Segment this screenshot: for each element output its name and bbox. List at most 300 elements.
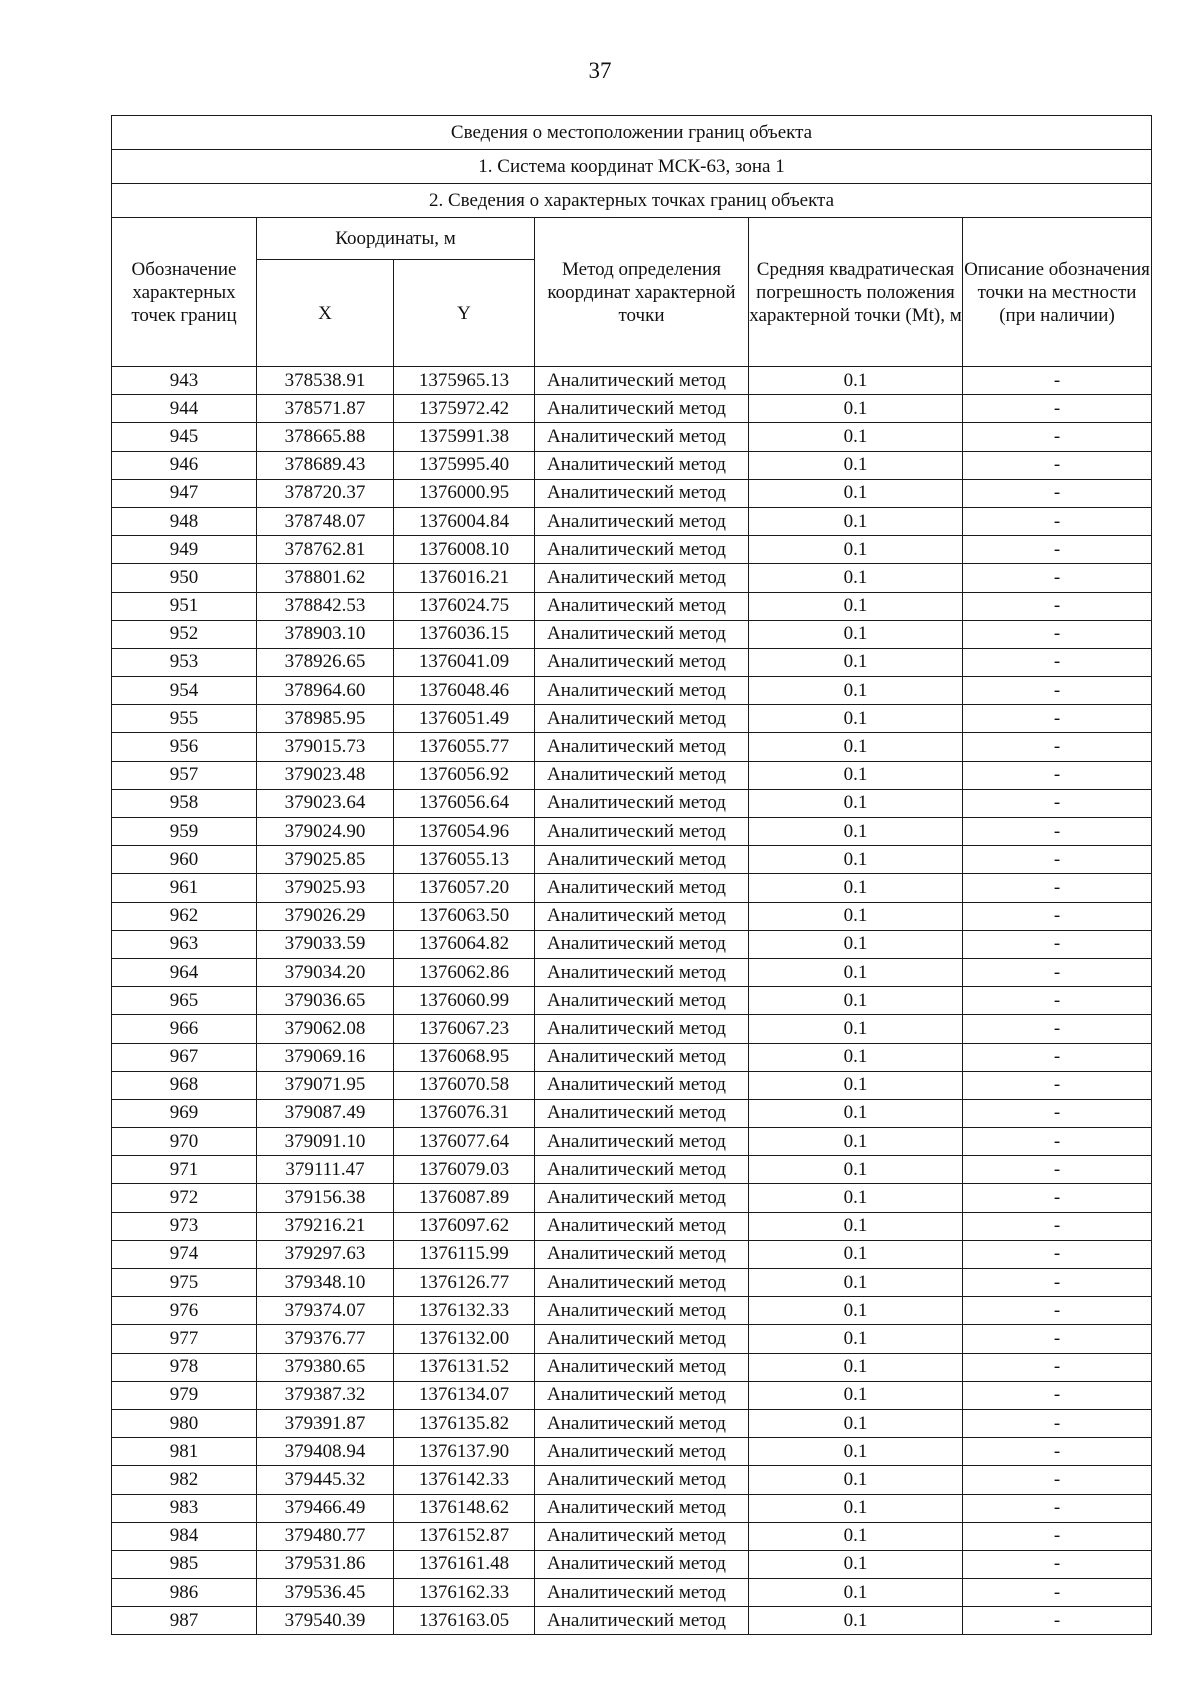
cell-accuracy: 0.1 <box>749 1466 963 1494</box>
cell-accuracy: 0.1 <box>749 1212 963 1240</box>
cell-accuracy: 0.1 <box>749 1099 963 1127</box>
cell-y: 1376152.87 <box>394 1522 535 1550</box>
cell-point: 966 <box>112 1015 257 1043</box>
table-row <box>112 1409 1152 1437</box>
cell-y: 1376115.99 <box>394 1240 535 1268</box>
cell-y: 1376004.84 <box>394 507 535 535</box>
cell-accuracy: 0.1 <box>749 1522 963 1550</box>
cell-method: Аналитический метод <box>535 648 749 676</box>
cell-x: 379023.64 <box>257 789 394 817</box>
cell-x: 378762.81 <box>257 536 394 564</box>
cell-method: Аналитический метод <box>535 1353 749 1381</box>
cell-description: - <box>963 1522 1152 1550</box>
cell-accuracy: 0.1 <box>749 705 963 733</box>
table-row <box>112 1156 1152 1184</box>
cell-description: - <box>963 620 1152 648</box>
cell-y: 1375991.38 <box>394 423 535 451</box>
cell-y: 1376057.20 <box>394 874 535 902</box>
cell-x: 379374.07 <box>257 1297 394 1325</box>
cell-accuracy: 0.1 <box>749 677 963 705</box>
cell-description: - <box>963 1184 1152 1212</box>
cell-description: - <box>963 1494 1152 1522</box>
cell-x: 379540.39 <box>257 1607 394 1635</box>
cell-accuracy: 0.1 <box>749 1494 963 1522</box>
cell-x: 379024.90 <box>257 818 394 846</box>
cell-description: - <box>963 648 1152 676</box>
cell-method: Аналитический метод <box>535 620 749 648</box>
table-row <box>112 1015 1152 1043</box>
cell-x: 379348.10 <box>257 1269 394 1297</box>
cell-method: Аналитический метод <box>535 1015 749 1043</box>
cell-accuracy: 0.1 <box>749 902 963 930</box>
cell-point: 986 <box>112 1579 257 1607</box>
cell-accuracy: 0.1 <box>749 874 963 902</box>
cell-method: Аналитический метод <box>535 479 749 507</box>
cell-point: 969 <box>112 1099 257 1127</box>
cell-x: 378571.87 <box>257 395 394 423</box>
cell-y: 1376135.82 <box>394 1409 535 1437</box>
coordinate-system-row <box>112 150 1152 184</box>
table-row <box>112 1212 1152 1240</box>
cell-description: - <box>963 1212 1152 1240</box>
cell-description: - <box>963 1043 1152 1071</box>
table-row <box>112 1607 1152 1635</box>
cell-x: 379156.38 <box>257 1184 394 1212</box>
cell-description: - <box>963 395 1152 423</box>
cell-description: - <box>963 564 1152 592</box>
cell-x: 379380.65 <box>257 1353 394 1381</box>
cell-description: - <box>963 958 1152 986</box>
cell-accuracy: 0.1 <box>749 1043 963 1071</box>
cell-description: - <box>963 1297 1152 1325</box>
cell-method: Аналитический метод <box>535 592 749 620</box>
header-x: X <box>257 260 394 367</box>
cell-point: 946 <box>112 451 257 479</box>
table-row <box>112 1466 1152 1494</box>
cell-method: Аналитический метод <box>535 846 749 874</box>
cell-point: 970 <box>112 1128 257 1156</box>
cell-method: Аналитический метод <box>535 874 749 902</box>
header-point: Обозначение характерных точек границ <box>112 218 257 367</box>
cell-description: - <box>963 1466 1152 1494</box>
table-title-row <box>112 116 1152 150</box>
cell-accuracy: 0.1 <box>749 1353 963 1381</box>
table-row <box>112 874 1152 902</box>
cell-description: - <box>963 1438 1152 1466</box>
cell-method: Аналитический метод <box>535 1522 749 1550</box>
cell-y: 1376054.96 <box>394 818 535 846</box>
cell-y: 1375995.40 <box>394 451 535 479</box>
table-row <box>112 423 1152 451</box>
cell-method: Аналитический метод <box>535 1156 749 1184</box>
cell-point: 972 <box>112 1184 257 1212</box>
cell-point: 981 <box>112 1438 257 1466</box>
cell-accuracy: 0.1 <box>749 367 963 395</box>
cell-accuracy: 0.1 <box>749 620 963 648</box>
cell-point: 985 <box>112 1550 257 1578</box>
cell-y: 1376126.77 <box>394 1269 535 1297</box>
cell-point: 974 <box>112 1240 257 1268</box>
cell-point: 951 <box>112 592 257 620</box>
cell-x: 379087.49 <box>257 1099 394 1127</box>
cell-point: 964 <box>112 958 257 986</box>
cell-point: 956 <box>112 733 257 761</box>
section-title-row <box>112 184 1152 218</box>
cell-x: 379034.20 <box>257 958 394 986</box>
cell-point: 973 <box>112 1212 257 1240</box>
cell-method: Аналитический метод <box>535 1325 749 1353</box>
cell-description: - <box>963 451 1152 479</box>
cell-x: 379023.48 <box>257 761 394 789</box>
cell-accuracy: 0.1 <box>749 733 963 761</box>
cell-accuracy: 0.1 <box>749 789 963 817</box>
cell-method: Аналитический метод <box>535 423 749 451</box>
cell-description: - <box>963 592 1152 620</box>
cell-method: Аналитический метод <box>535 1550 749 1578</box>
cell-accuracy: 0.1 <box>749 818 963 846</box>
table-row <box>112 733 1152 761</box>
cell-x: 379071.95 <box>257 1071 394 1099</box>
cell-method: Аналитический метод <box>535 1438 749 1466</box>
cell-description: - <box>963 1325 1152 1353</box>
cell-method: Аналитический метод <box>535 1240 749 1268</box>
cell-point: 963 <box>112 930 257 958</box>
header-row-top <box>112 218 1152 260</box>
table-row <box>112 1494 1152 1522</box>
cell-point: 950 <box>112 564 257 592</box>
table-row <box>112 479 1152 507</box>
cell-method: Аналитический метод <box>535 705 749 733</box>
cell-point: 984 <box>112 1522 257 1550</box>
cell-method: Аналитический метод <box>535 1184 749 1212</box>
cell-y: 1376162.33 <box>394 1579 535 1607</box>
cell-method: Аналитический метод <box>535 536 749 564</box>
cell-method: Аналитический метод <box>535 1466 749 1494</box>
header-description: Описание обозначения точки на местности (при наличии) <box>963 218 1152 367</box>
table-row <box>112 1297 1152 1325</box>
cell-description: - <box>963 1156 1152 1184</box>
cell-x: 379391.87 <box>257 1409 394 1437</box>
cell-accuracy: 0.1 <box>749 1297 963 1325</box>
cell-accuracy: 0.1 <box>749 1607 963 1635</box>
cell-accuracy: 0.1 <box>749 1240 963 1268</box>
table-row <box>112 1325 1152 1353</box>
cell-method: Аналитический метод <box>535 395 749 423</box>
cell-y: 1376048.46 <box>394 677 535 705</box>
cell-y: 1376076.31 <box>394 1099 535 1127</box>
cell-method: Аналитический метод <box>535 677 749 705</box>
cell-description: - <box>963 902 1152 930</box>
coordinate-system: 1. Система координат МСК-63, зона 1 <box>112 150 1152 184</box>
cell-y: 1376132.33 <box>394 1297 535 1325</box>
table-row <box>112 648 1152 676</box>
cell-accuracy: 0.1 <box>749 987 963 1015</box>
cell-point: 957 <box>112 761 257 789</box>
table-row <box>112 818 1152 846</box>
table-row <box>112 1240 1152 1268</box>
cell-method: Аналитический метод <box>535 761 749 789</box>
cell-description: - <box>963 536 1152 564</box>
cell-y: 1376062.86 <box>394 958 535 986</box>
cell-description: - <box>963 789 1152 817</box>
cell-y: 1376097.62 <box>394 1212 535 1240</box>
table-body <box>112 367 1152 1635</box>
cell-accuracy: 0.1 <box>749 536 963 564</box>
cell-point: 953 <box>112 648 257 676</box>
cell-y: 1375965.13 <box>394 367 535 395</box>
cell-y: 1376016.21 <box>394 564 535 592</box>
cell-y: 1376142.33 <box>394 1466 535 1494</box>
table-row <box>112 507 1152 535</box>
cell-description: - <box>963 1099 1152 1127</box>
cell-accuracy: 0.1 <box>749 761 963 789</box>
cell-description: - <box>963 1269 1152 1297</box>
cell-description: - <box>963 1579 1152 1607</box>
cell-x: 379466.49 <box>257 1494 394 1522</box>
cell-y: 1376051.49 <box>394 705 535 733</box>
cell-point: 949 <box>112 536 257 564</box>
cell-y: 1376070.58 <box>394 1071 535 1099</box>
boundary-points-table <box>111 115 1152 1635</box>
cell-accuracy: 0.1 <box>749 423 963 451</box>
cell-y: 1376067.23 <box>394 1015 535 1043</box>
cell-x: 379536.45 <box>257 1579 394 1607</box>
cell-point: 944 <box>112 395 257 423</box>
cell-y: 1376055.13 <box>394 846 535 874</box>
cell-description: - <box>963 1381 1152 1409</box>
cell-description: - <box>963 733 1152 761</box>
cell-x: 379025.93 <box>257 874 394 902</box>
table-row <box>112 1043 1152 1071</box>
cell-point: 977 <box>112 1325 257 1353</box>
cell-description: - <box>963 1071 1152 1099</box>
cell-x: 379069.16 <box>257 1043 394 1071</box>
cell-x: 378748.07 <box>257 507 394 535</box>
cell-y: 1376000.95 <box>394 479 535 507</box>
cell-method: Аналитический метод <box>535 367 749 395</box>
cell-x: 378689.43 <box>257 451 394 479</box>
table-row <box>112 1099 1152 1127</box>
cell-point: 962 <box>112 902 257 930</box>
cell-accuracy: 0.1 <box>749 1550 963 1578</box>
table-row <box>112 761 1152 789</box>
table-title: Сведения о местоположении границ объекта <box>112 116 1152 150</box>
cell-method: Аналитический метод <box>535 1409 749 1437</box>
cell-point: 965 <box>112 987 257 1015</box>
cell-x: 379033.59 <box>257 930 394 958</box>
table-row <box>112 1550 1152 1578</box>
cell-accuracy: 0.1 <box>749 1184 963 1212</box>
cell-y: 1376163.05 <box>394 1607 535 1635</box>
cell-y: 1376079.03 <box>394 1156 535 1184</box>
cell-method: Аналитический метод <box>535 902 749 930</box>
cell-description: - <box>963 479 1152 507</box>
cell-x: 378964.60 <box>257 677 394 705</box>
table-row <box>112 1381 1152 1409</box>
cell-accuracy: 0.1 <box>749 958 963 986</box>
table-row <box>112 930 1152 958</box>
cell-method: Аналитический метод <box>535 1579 749 1607</box>
cell-x: 378801.62 <box>257 564 394 592</box>
cell-accuracy: 0.1 <box>749 1409 963 1437</box>
cell-description: - <box>963 874 1152 902</box>
cell-method: Аналитический метод <box>535 987 749 1015</box>
cell-y: 1376055.77 <box>394 733 535 761</box>
table-row <box>112 987 1152 1015</box>
cell-description: - <box>963 1607 1152 1635</box>
cell-accuracy: 0.1 <box>749 1015 963 1043</box>
cell-y: 1376068.95 <box>394 1043 535 1071</box>
cell-method: Аналитический метод <box>535 507 749 535</box>
cell-method: Аналитический метод <box>535 1607 749 1635</box>
cell-x: 378538.91 <box>257 367 394 395</box>
table-row <box>112 846 1152 874</box>
cell-y: 1376131.52 <box>394 1353 535 1381</box>
header-accuracy: Средняя квадратическая погрешность положения характерной точки (Mt), м <box>749 218 963 367</box>
cell-accuracy: 0.1 <box>749 1128 963 1156</box>
cell-accuracy: 0.1 <box>749 1325 963 1353</box>
cell-point: 948 <box>112 507 257 535</box>
table-row <box>112 1579 1152 1607</box>
cell-point: 943 <box>112 367 257 395</box>
cell-x: 378985.95 <box>257 705 394 733</box>
cell-x: 379297.63 <box>257 1240 394 1268</box>
cell-accuracy: 0.1 <box>749 1071 963 1099</box>
cell-x: 379025.85 <box>257 846 394 874</box>
cell-description: - <box>963 1015 1152 1043</box>
cell-x: 379091.10 <box>257 1128 394 1156</box>
cell-y: 1376041.09 <box>394 648 535 676</box>
cell-description: - <box>963 507 1152 535</box>
table-row <box>112 367 1152 395</box>
cell-y: 1376148.62 <box>394 1494 535 1522</box>
cell-y: 1376132.00 <box>394 1325 535 1353</box>
header-method: Метод определения координат характерной точки <box>535 218 749 367</box>
cell-y: 1376134.07 <box>394 1381 535 1409</box>
cell-point: 979 <box>112 1381 257 1409</box>
cell-point: 958 <box>112 789 257 817</box>
cell-method: Аналитический метод <box>535 958 749 986</box>
cell-y: 1376077.64 <box>394 1128 535 1156</box>
cell-point: 975 <box>112 1269 257 1297</box>
table-row <box>112 1269 1152 1297</box>
cell-x: 379408.94 <box>257 1438 394 1466</box>
cell-x: 379387.32 <box>257 1381 394 1409</box>
table-row <box>112 395 1152 423</box>
cell-accuracy: 0.1 <box>749 1156 963 1184</box>
cell-method: Аналитический метод <box>535 818 749 846</box>
table-row <box>112 958 1152 986</box>
table-row <box>112 1522 1152 1550</box>
cell-method: Аналитический метод <box>535 789 749 817</box>
cell-point: 952 <box>112 620 257 648</box>
cell-y: 1375972.42 <box>394 395 535 423</box>
table-row <box>112 1128 1152 1156</box>
table-row <box>112 705 1152 733</box>
cell-point: 960 <box>112 846 257 874</box>
table-row <box>112 1071 1152 1099</box>
cell-description: - <box>963 367 1152 395</box>
cell-method: Аналитический метод <box>535 1043 749 1071</box>
cell-point: 955 <box>112 705 257 733</box>
section-title: 2. Сведения о характерных точках границ объекта <box>112 184 1152 218</box>
cell-method: Аналитический метод <box>535 451 749 479</box>
cell-x: 379445.32 <box>257 1466 394 1494</box>
cell-description: - <box>963 677 1152 705</box>
cell-accuracy: 0.1 <box>749 451 963 479</box>
cell-x: 379376.77 <box>257 1325 394 1353</box>
cell-point: 982 <box>112 1466 257 1494</box>
cell-y: 1376087.89 <box>394 1184 535 1212</box>
header-y: Y <box>394 260 535 367</box>
cell-accuracy: 0.1 <box>749 395 963 423</box>
cell-x: 378903.10 <box>257 620 394 648</box>
cell-accuracy: 0.1 <box>749 1438 963 1466</box>
cell-x: 379036.65 <box>257 987 394 1015</box>
cell-accuracy: 0.1 <box>749 479 963 507</box>
cell-description: - <box>963 423 1152 451</box>
cell-y: 1376161.48 <box>394 1550 535 1578</box>
cell-accuracy: 0.1 <box>749 507 963 535</box>
cell-x: 378926.65 <box>257 648 394 676</box>
cell-method: Аналитический метод <box>535 1269 749 1297</box>
table-row <box>112 536 1152 564</box>
cell-method: Аналитический метод <box>535 930 749 958</box>
cell-method: Аналитический метод <box>535 1099 749 1127</box>
cell-description: - <box>963 930 1152 958</box>
cell-point: 968 <box>112 1071 257 1099</box>
cell-accuracy: 0.1 <box>749 846 963 874</box>
cell-description: - <box>963 1409 1152 1437</box>
cell-y: 1376060.99 <box>394 987 535 1015</box>
cell-y: 1376064.82 <box>394 930 535 958</box>
cell-point: 961 <box>112 874 257 902</box>
cell-x: 378842.53 <box>257 592 394 620</box>
cell-description: - <box>963 1240 1152 1268</box>
cell-description: - <box>963 705 1152 733</box>
cell-point: 959 <box>112 818 257 846</box>
cell-description: - <box>963 818 1152 846</box>
cell-method: Аналитический метод <box>535 1128 749 1156</box>
cell-description: - <box>963 987 1152 1015</box>
table-row <box>112 592 1152 620</box>
cell-accuracy: 0.1 <box>749 1269 963 1297</box>
table-row <box>112 902 1152 930</box>
cell-point: 987 <box>112 1607 257 1635</box>
cell-point: 947 <box>112 479 257 507</box>
cell-method: Аналитический метод <box>535 733 749 761</box>
cell-accuracy: 0.1 <box>749 564 963 592</box>
cell-accuracy: 0.1 <box>749 592 963 620</box>
cell-description: - <box>963 1353 1152 1381</box>
cell-description: - <box>963 1128 1152 1156</box>
cell-description: - <box>963 761 1152 789</box>
cell-x: 379480.77 <box>257 1522 394 1550</box>
cell-x: 378665.88 <box>257 423 394 451</box>
cell-accuracy: 0.1 <box>749 1579 963 1607</box>
cell-y: 1376056.92 <box>394 761 535 789</box>
cell-point: 967 <box>112 1043 257 1071</box>
table-row <box>112 1438 1152 1466</box>
cell-y: 1376063.50 <box>394 902 535 930</box>
cell-x: 379026.29 <box>257 902 394 930</box>
cell-method: Аналитический метод <box>535 1071 749 1099</box>
cell-point: 978 <box>112 1353 257 1381</box>
cell-y: 1376056.64 <box>394 789 535 817</box>
cell-point: 976 <box>112 1297 257 1325</box>
header-coordinates: Координаты, м <box>257 218 535 260</box>
cell-method: Аналитический метод <box>535 1381 749 1409</box>
